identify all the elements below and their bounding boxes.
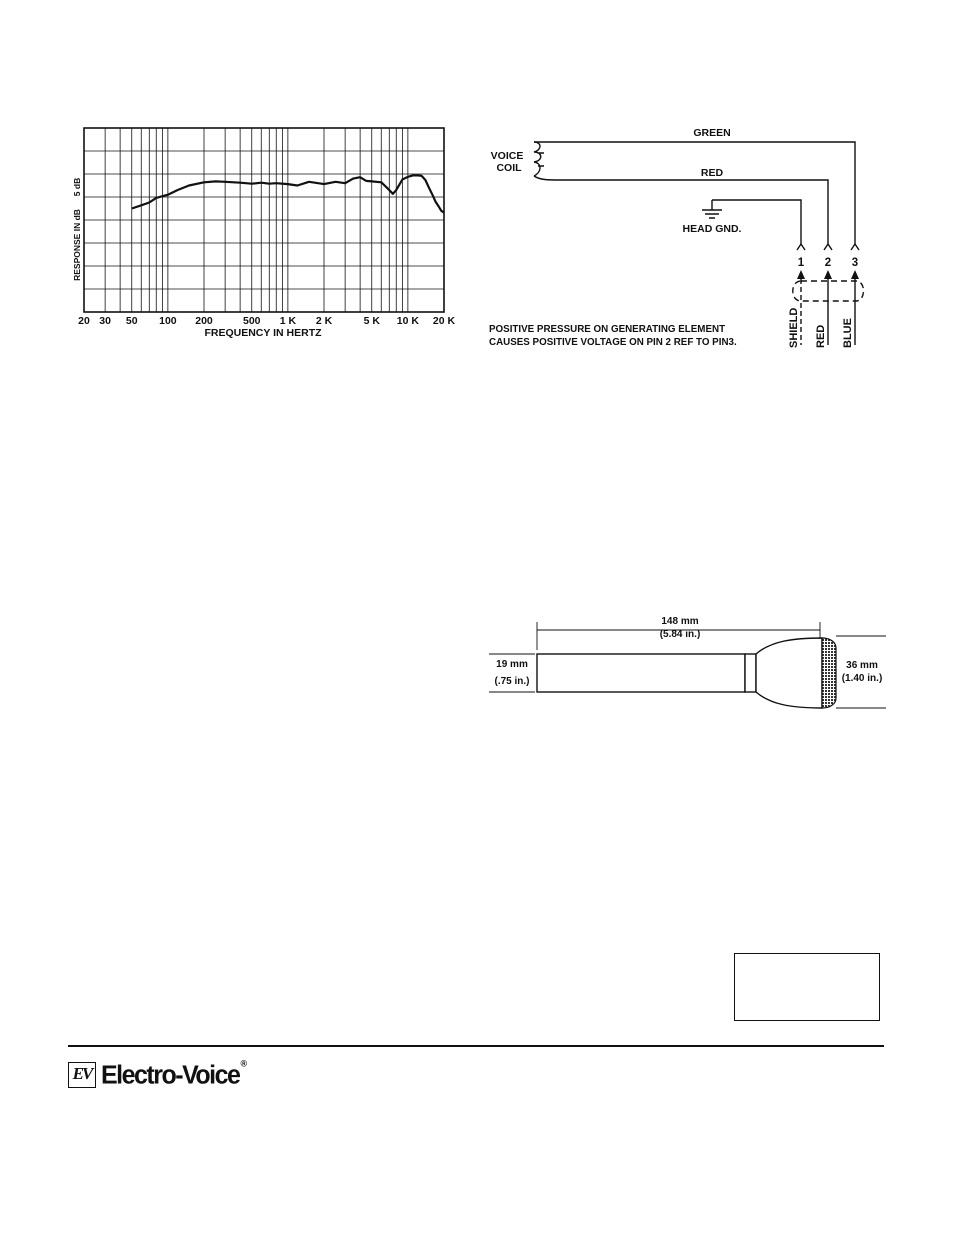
head-gnd-label: HEAD GND. xyxy=(682,223,742,235)
length-mm: 148 mm xyxy=(661,616,699,627)
pin-connectors xyxy=(797,244,859,250)
x-tick-label: 10 K xyxy=(396,315,419,327)
x-tick-label: 200 xyxy=(195,315,213,327)
footer-rule xyxy=(68,1045,884,1047)
frequency-response-chart xyxy=(60,120,470,345)
x-tick-label: 2 K xyxy=(315,315,333,327)
mic-handle xyxy=(537,654,745,692)
pin-arrows xyxy=(797,270,859,279)
ground-symbol xyxy=(702,210,722,218)
red-wire-label: RED xyxy=(700,167,724,179)
handle-mm: 19 mm xyxy=(496,659,528,670)
blue-lead-label: BLUE xyxy=(842,318,854,348)
pin-1-label: 1 xyxy=(797,257,805,269)
registered-mark: ® xyxy=(240,1057,246,1069)
stamp-box xyxy=(734,953,880,1021)
ev-badge: EV xyxy=(68,1062,96,1088)
x-tick-label: 500 xyxy=(242,315,261,327)
polarity-note-1: POSITIVE PRESSURE ON GENERATING ELEMENT xyxy=(489,324,726,335)
x-tick-label: 50 xyxy=(125,315,138,327)
voice-coil-label: VOICE xyxy=(490,150,524,162)
length-in: (5.84 in.) xyxy=(659,629,701,640)
pin-3-label: 3 xyxy=(851,257,859,269)
mic-band xyxy=(745,654,756,692)
voice-coil-symbol xyxy=(534,142,544,176)
x-tick-label: 1 K xyxy=(279,315,297,327)
polarity-note-2: CAUSES POSITIVE VOLTAGE ON PIN 2 REF TO PIN3. xyxy=(489,337,737,348)
chart-grid xyxy=(84,128,444,312)
brand-name xyxy=(101,1057,246,1090)
x-tick-label: 30 xyxy=(99,315,111,327)
head-in: (1.40 in.) xyxy=(841,673,883,684)
head-dimension-line xyxy=(836,636,886,708)
voice-coil-label-2: COIL xyxy=(496,162,522,174)
mic-head xyxy=(756,638,822,708)
x-tick-label: 20 xyxy=(78,315,90,327)
pin-2-label: 2 xyxy=(824,257,832,269)
x-axis-label: FREQUENCY IN HERTZ xyxy=(204,327,322,339)
scale-label: 5 dB xyxy=(72,177,82,197)
brand-name-text: Electro-Voice xyxy=(101,1059,240,1090)
dimension-drawing xyxy=(480,605,890,725)
y-axis-label: RESPONSE IN dB xyxy=(72,209,82,281)
green-wire-label: GREEN xyxy=(693,127,731,139)
red-lead-label: RED xyxy=(815,324,827,348)
x-tick-label: 100 xyxy=(159,315,177,327)
electro-voice-logo xyxy=(68,1057,246,1090)
handle-in: (.75 in.) xyxy=(494,676,530,687)
x-tick-label: 20 K xyxy=(432,315,456,327)
shield-wire-label: SHIELD xyxy=(788,307,800,348)
head-mm: 36 mm xyxy=(846,660,878,671)
x-tick-labels xyxy=(78,315,455,327)
red-wire xyxy=(534,176,828,245)
x-tick-label: 5 K xyxy=(363,315,380,327)
mic-grille xyxy=(822,638,836,708)
wiring-diagram xyxy=(480,120,890,360)
